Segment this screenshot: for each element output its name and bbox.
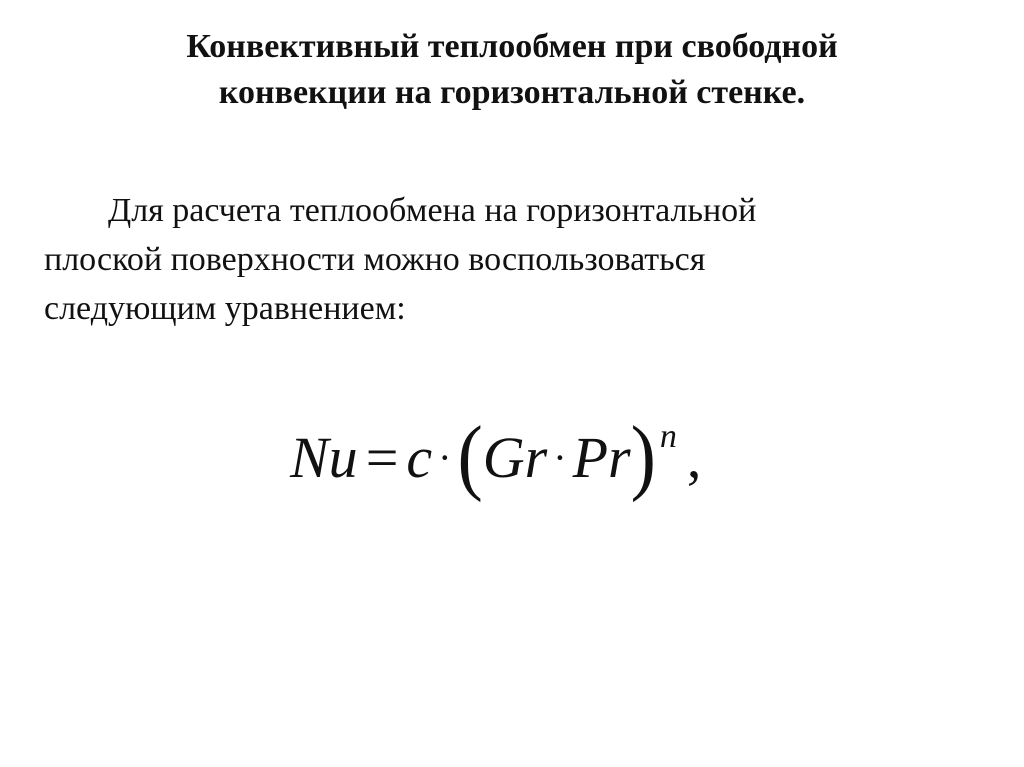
- formula-lhs: Nu: [290, 425, 358, 490]
- body-line: плоской поверхности можно воспользоваться: [44, 241, 706, 278]
- formula-close-paren: ): [630, 408, 656, 504]
- body-line: Для расчета теплообмена на горизонтальной: [108, 192, 757, 229]
- formula-coefficient: c: [406, 425, 433, 490]
- nusselt-formula: [290, 392, 770, 504]
- formula-exponent: n: [659, 418, 677, 455]
- slide-title-line: Конвективный теплообмен при свободной: [186, 28, 838, 65]
- slide-title: [100, 24, 924, 116]
- formula-open-paren: (: [457, 408, 483, 504]
- formula-multiply-dot: ·: [553, 435, 567, 480]
- formula-multiply-dot: ·: [438, 435, 452, 480]
- formula-prandtl: Pr: [572, 425, 631, 490]
- formula-grashof: Gr: [482, 425, 548, 490]
- slide-title-line: конвекции на горизонтальной стенке.: [218, 74, 806, 111]
- body-line: следующим уравнением:: [44, 290, 406, 327]
- slide-body-paragraph: [44, 186, 944, 333]
- formula-trailing-comma: ,: [686, 425, 702, 490]
- formula-equals: =: [365, 425, 399, 490]
